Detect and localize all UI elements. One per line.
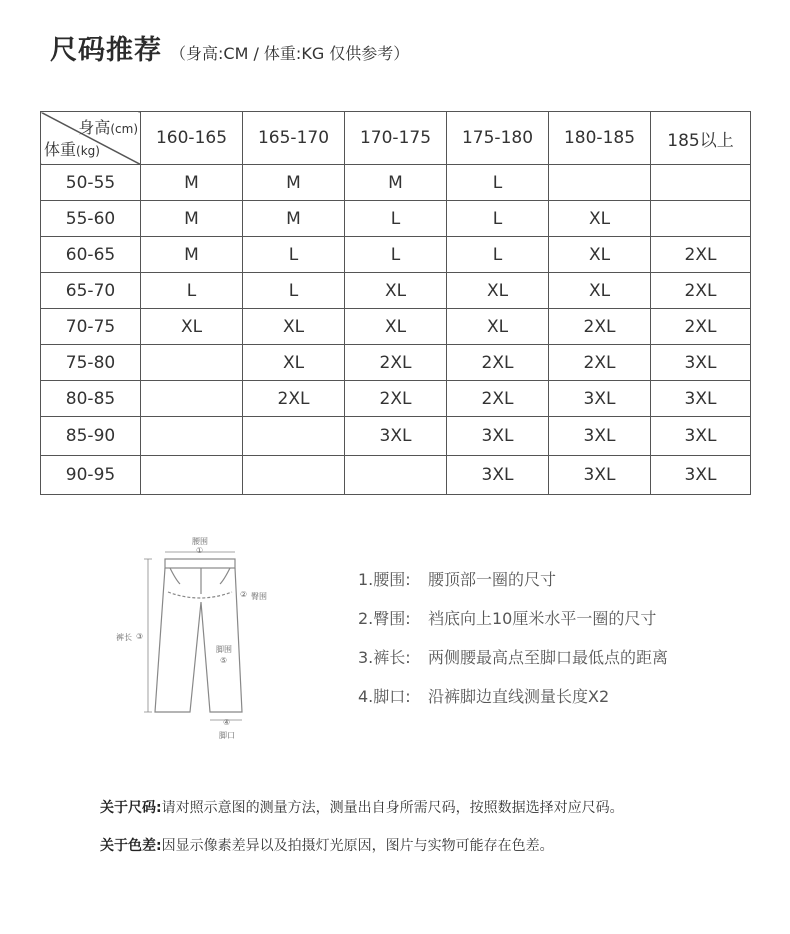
column-header: 175-180 [447, 112, 549, 165]
column-header: 170-175 [345, 112, 447, 165]
hem-number-icon: ④ [223, 718, 231, 727]
size-cell: M [141, 201, 243, 237]
measure-key: 3.裤长: [358, 648, 411, 667]
size-cell: M [345, 165, 447, 201]
pants-measurement-figure [110, 532, 285, 747]
size-cell: 2XL [549, 309, 651, 345]
corner-weight-label: 体重(kg) [44, 140, 100, 159]
size-cell [243, 456, 345, 495]
size-cell: 2XL [447, 345, 549, 381]
table-row [41, 417, 751, 456]
size-cell: 2XL [345, 345, 447, 381]
measure-desc: 腰顶部一圈的尺寸 [428, 570, 557, 589]
column-header: 185以上 [651, 112, 751, 165]
hem-label: 脚口 [219, 731, 235, 740]
size-cell: L [345, 201, 447, 237]
size-cell [141, 456, 243, 495]
size-cell: L [447, 237, 549, 273]
size-cell: M [243, 201, 345, 237]
size-cell: XL [345, 309, 447, 345]
size-cell: L [345, 237, 447, 273]
size-cell: 2XL [345, 381, 447, 417]
notes-section [100, 797, 624, 873]
size-cell: 3XL [345, 417, 447, 456]
size-cell [243, 417, 345, 456]
hip-number-icon: ② [240, 590, 248, 599]
size-cell: L [141, 273, 243, 309]
page-subtitle: （身高:CM / 体重:KG 仅供参考） [170, 44, 410, 63]
size-cell: M [141, 237, 243, 273]
size-cell: 2XL [651, 309, 751, 345]
measure-item [358, 684, 668, 723]
note-label: 关于色差: [100, 838, 162, 854]
size-cell: 3XL [651, 417, 751, 456]
crotch-number-icon: ⑤ [220, 656, 228, 665]
measure-item [358, 606, 668, 645]
size-cell: 3XL [549, 456, 651, 495]
size-cell: XL [447, 273, 549, 309]
size-cell: 2XL [651, 237, 751, 273]
column-header: 160-165 [141, 112, 243, 165]
size-cell: XL [243, 309, 345, 345]
size-cell: L [243, 273, 345, 309]
page-header [50, 28, 409, 67]
size-cell [141, 381, 243, 417]
note-text: 因显示像素差异以及拍摄灯光原因，图片与实物可能存在色差。 [161, 838, 554, 854]
size-cell: XL [141, 309, 243, 345]
size-cell: M [141, 165, 243, 201]
size-cell: 2XL [447, 381, 549, 417]
weight-range-cell: 80-85 [41, 381, 141, 417]
crotch-label: 脚围 [216, 645, 232, 654]
size-cell: 3XL [549, 417, 651, 456]
note-text: 请对照示意图的测量方法，测量出自身所需尺码，按照数据选择对应尺码。 [161, 800, 624, 816]
measure-desc: 沿裤脚边直线测量长度X2 [428, 687, 610, 706]
measure-desc: 裆底向上10厘米水平一圈的尺寸 [428, 609, 657, 628]
weight-range-cell: 85-90 [41, 417, 141, 456]
size-cell: 3XL [651, 345, 751, 381]
table-row [41, 273, 751, 309]
note-label: 关于尺码: [100, 800, 162, 816]
note-size [100, 797, 624, 835]
weight-range-cell: 55-60 [41, 201, 141, 237]
table-row [41, 237, 751, 273]
weight-range-cell: 50-55 [41, 165, 141, 201]
page-title: 尺码推荐 [50, 35, 162, 66]
table-corner-cell [41, 112, 141, 165]
weight-range-cell: 65-70 [41, 273, 141, 309]
size-cell [141, 345, 243, 381]
column-header: 180-185 [549, 112, 651, 165]
measurement-instructions [358, 567, 668, 723]
size-cell [651, 201, 751, 237]
size-cell: XL [549, 237, 651, 273]
size-cell: 3XL [447, 456, 549, 495]
size-cell: 3XL [651, 456, 751, 495]
table-row [41, 309, 751, 345]
size-cell: 2XL [549, 345, 651, 381]
size-cell [651, 165, 751, 201]
size-cell: 3XL [447, 417, 549, 456]
size-chart-table [40, 111, 751, 495]
waist-label: 腰围 [192, 537, 208, 546]
waist-number-icon: ① [196, 546, 204, 555]
corner-height-label: 身高(cm) [78, 118, 138, 137]
size-cell: 3XL [651, 381, 751, 417]
measure-desc: 两侧腰最高点至脚口最低点的距离 [428, 648, 669, 667]
weight-range-cell: 70-75 [41, 309, 141, 345]
table-header-row [41, 112, 751, 165]
table-row [41, 201, 751, 237]
hip-label: 臀围 [251, 592, 267, 601]
size-cell: L [447, 201, 549, 237]
table-row [41, 456, 751, 495]
size-cell [141, 417, 243, 456]
note-color [100, 835, 624, 873]
weight-range-cell: 75-80 [41, 345, 141, 381]
size-cell: XL [549, 273, 651, 309]
measure-item [358, 645, 668, 684]
table-row [41, 381, 751, 417]
size-cell: L [243, 237, 345, 273]
measure-key: 4.脚口: [358, 687, 411, 706]
length-number-icon: ③ [136, 632, 144, 641]
size-cell: 2XL [651, 273, 751, 309]
length-label: 裤长 [116, 633, 132, 642]
size-cell [549, 165, 651, 201]
measure-item [358, 567, 668, 606]
size-cell: L [447, 165, 549, 201]
size-cell: 3XL [549, 381, 651, 417]
table-row [41, 345, 751, 381]
size-cell: 2XL [243, 381, 345, 417]
size-cell: XL [345, 273, 447, 309]
size-cell: XL [243, 345, 345, 381]
column-header: 165-170 [243, 112, 345, 165]
size-cell: XL [549, 201, 651, 237]
size-cell [345, 456, 447, 495]
measure-key: 1.腰围: [358, 570, 411, 589]
size-cell: M [243, 165, 345, 201]
weight-range-cell: 60-65 [41, 237, 141, 273]
measure-key: 2.臀围: [358, 609, 411, 628]
size-cell: XL [447, 309, 549, 345]
weight-range-cell: 90-95 [41, 456, 141, 495]
table-row [41, 165, 751, 201]
